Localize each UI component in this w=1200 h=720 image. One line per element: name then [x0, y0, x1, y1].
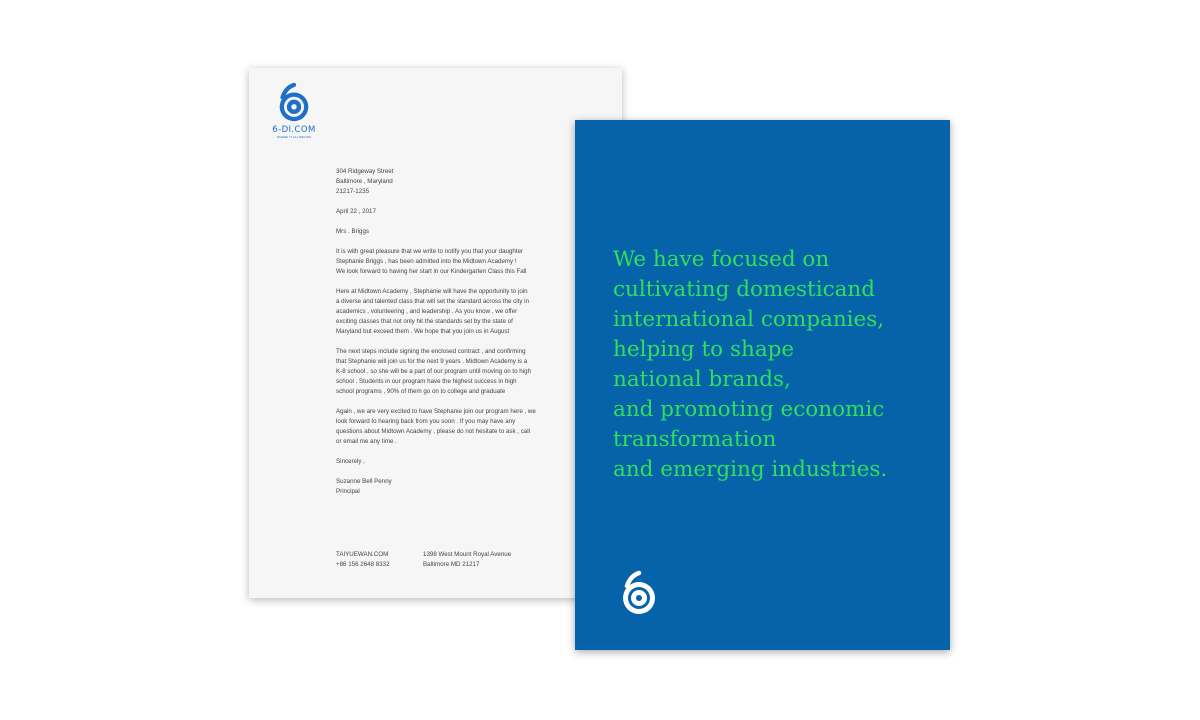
letter-paragraph: Here at Midtown Academy , Stephanie will have the opportunity to join a diverse and talented class that will set the standard across the city in academics , volunteering , and leadership . As you know , we offer exciting classes that not only hit the standards set by the state of Maryland but exceed them . We hope that you join us in August — [336, 288, 529, 335]
letter-paragraph: The next steps include signing the enclosed contract , and confirming that Stephanie will join us for the next 9 years . Midtown Academy is a K-8 school , so she will be a part of our program until moving on to high school . Students in our program have the highest success in high school programs , 90% of them go on to college and graduate — [336, 348, 532, 395]
letter-salutation: Mrs . Briggs — [336, 228, 370, 235]
letter-date: April 22 , 2017 — [336, 208, 376, 215]
swirl-logo-icon — [273, 82, 315, 124]
recipient-address: 304 Ridgeway Street Baltimore , Maryland 21217-1235 — [336, 168, 394, 195]
swirl-logo-icon — [619, 570, 659, 616]
letter-closing: Sincerely , — [336, 458, 365, 465]
letterhead-logo — [269, 82, 319, 139]
cover-slogan: We have focused on cultivating domesticand international companies, helping to shape national brands, and promoting economic transformation and emerging industries. — [613, 247, 888, 482]
cover-page — [575, 120, 950, 650]
letter-body — [336, 167, 551, 497]
footer-contact: TAIYUEWAN.COM +86 156 2648 8332 — [336, 551, 390, 568]
letter-paragraph: It is with great pleasure that we write to notify you that your daughter Stephanie Briggs , has been admitted into the Midtown Academy ! We look forward to having her start in our Kindergarten Class this Fall — [336, 248, 527, 275]
letterhead-page — [249, 68, 622, 598]
footer-address: 1398 West Mount Royal Avenue Baltimore MD 21217 — [423, 551, 512, 568]
brand-name: 6-DI.COM — [272, 125, 316, 135]
letter-paragraph: Again , we are very excited to have Stephanie join our program here , we look forward to hearing back from you soon . If you may have any questions about Midtown Academy , please do not hesitate to ask , call or email me any time . — [336, 408, 536, 445]
letter-signature: Suzanne Bell Penny Principal — [336, 478, 392, 495]
brand-tagline: WHERE IT ALL BEGINS — [276, 135, 312, 139]
